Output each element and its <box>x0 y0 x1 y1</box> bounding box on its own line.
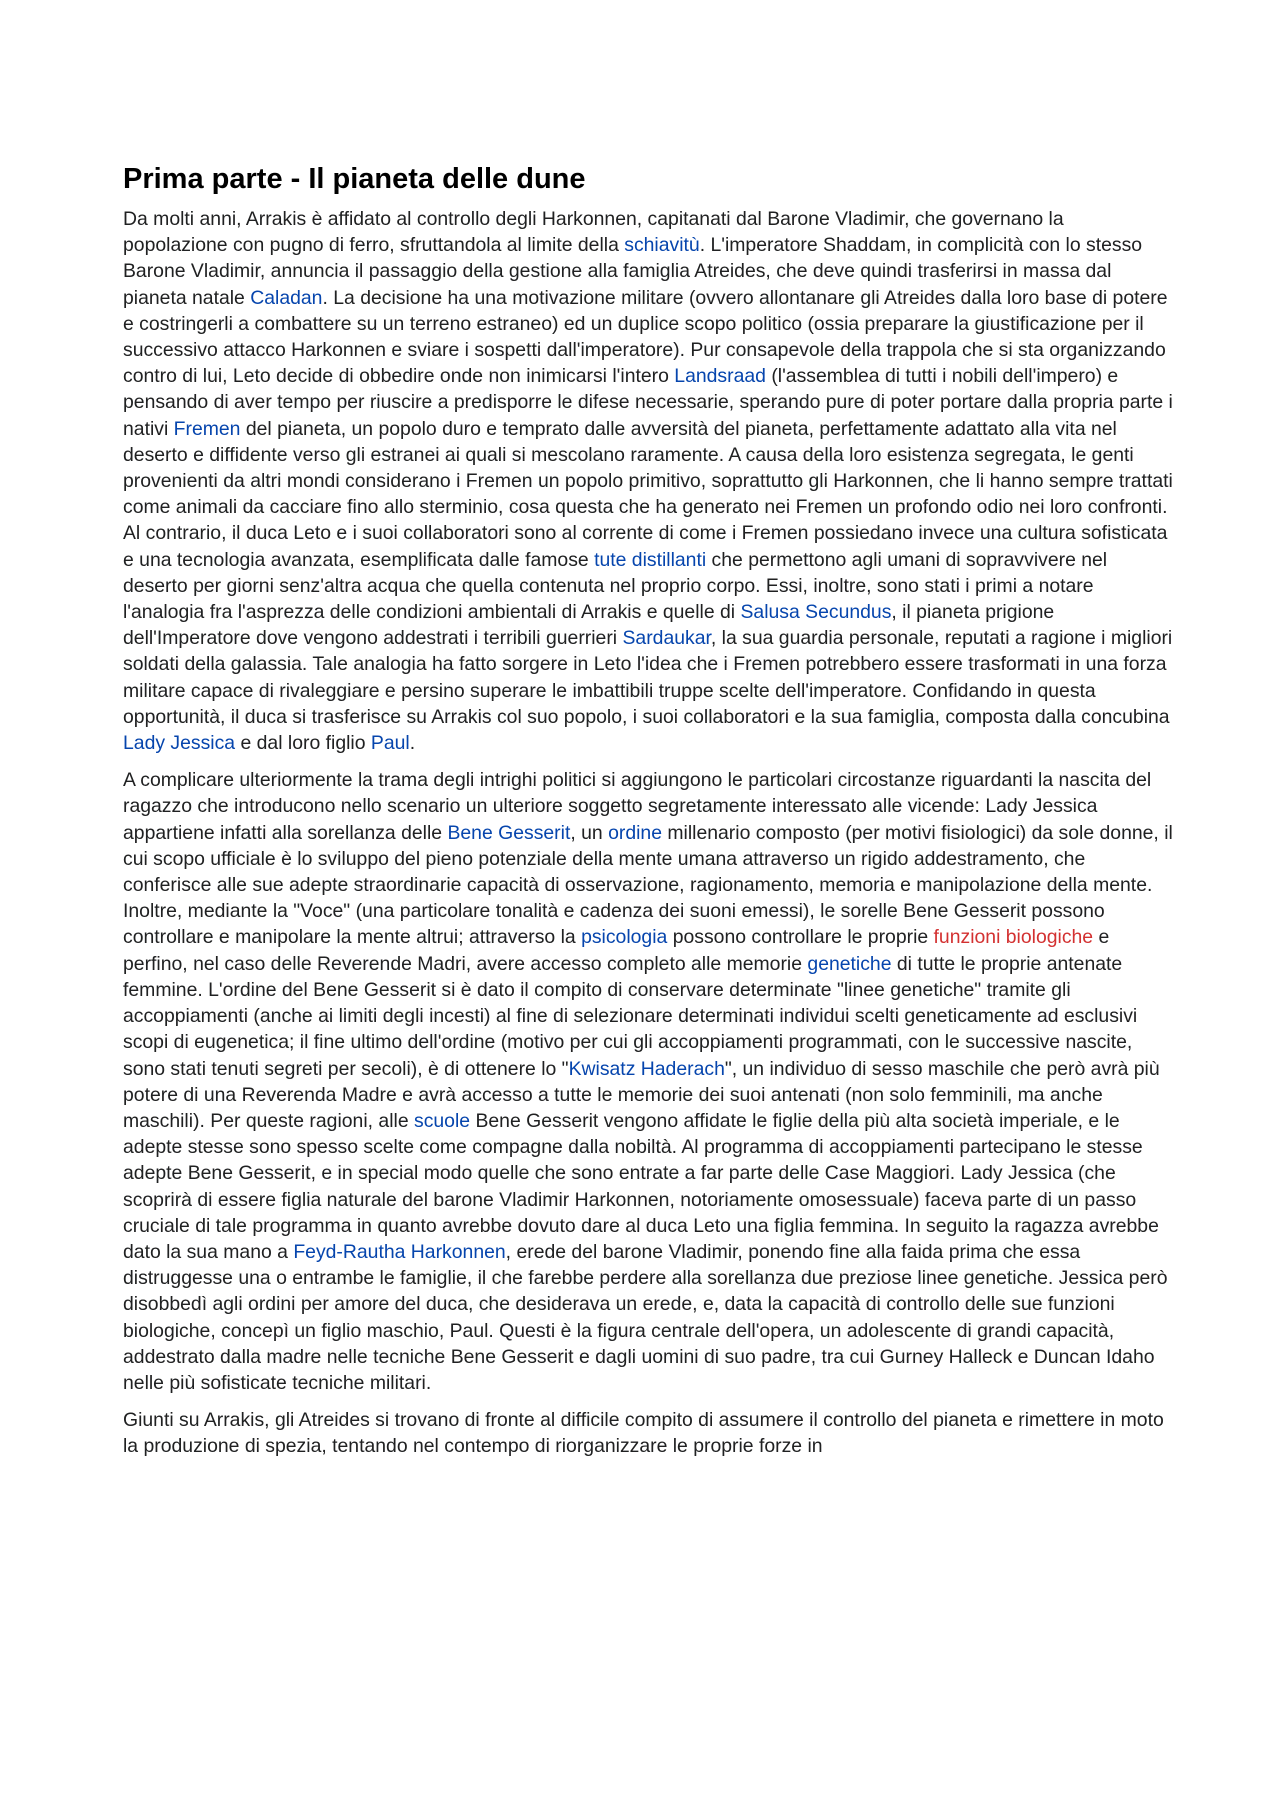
article-link[interactable]: funzioni biologiche <box>933 926 1094 949</box>
article-link[interactable]: schiavitù <box>624 234 700 257</box>
paragraph-text: Da molti anni, Arrakis è affidato al controllo degli Harkonnen, capitanati dal Barone Vladimir, che governano la popolazione con pugno di ferro, sfruttandola al limite della <box>123 208 1064 257</box>
paragraph-text: e dal loro figlio <box>235 732 371 755</box>
article-link[interactable]: Caladan <box>250 286 323 309</box>
article-link[interactable]: Feyd-Rautha Harkonnen <box>293 1240 506 1263</box>
paragraph-text: di tutte le proprie antenate femmine. L'ordine del Bene Gesserit si è dato il compito di conservare determinate "linee genetiche" tramite gli accoppiamenti (anche ai limiti degli incesti) al fine di selezionare determinati individui scelti geneticamente ad esclusivi scopi di eugenetica; il fine ultimo dell'ordine (motivo per cui gli accoppiamenti programmati, con le successive nascite, sono stati tenuti segreti per secoli), è di ottenere lo " <box>123 952 1138 1080</box>
article-link[interactable]: Lady Jessica <box>123 732 236 755</box>
paragraph <box>123 767 1173 1396</box>
article-link[interactable]: Kwisatz Haderach <box>568 1057 725 1080</box>
article-link[interactable]: tute distillanti <box>594 548 707 571</box>
paragraph-text: , la sua guardia personale, reputati a ragione i migliori soldati della galassia. Tale analogia ha fatto sorgere in Leto l'idea che i Fremen potrebbero essere trasformati in una forza militare capace di rivaleggiare e persino superare le imbattibili truppe scelte dell'imperatore. Confidando in questa opportunità, il duca si trasferisce su Arrakis col suo popolo, i suoi collaboratori e la sua famiglia, composta dalla concubina <box>123 627 1173 728</box>
paragraph-text: A complicare ulteriormente la trama degli intrighi politici si aggiungono le particolari circostanze riguardanti la nascita del ragazzo che introducono nello scenario un ulteriore soggetto segretamente interessato alle vicende: Lady Jessica appartiene infatti alla sorellanza delle <box>123 769 1152 844</box>
paragraph-text: del pianeta, un popolo duro e temprato dalle avversità del pianeta, perfettamente adattato alla vita nel deserto e diffidente verso gli estranei ai quali si mescolano raramente. A causa della loro esistenza segregata, le genti provenienti da altri mondi considerano i Fremen un popolo primitivo, soprattutto gli Harkonnen, che li hanno sempre trattati come animali da cacciare fino allo sterminio, cosa questa che ha generato nei Fremen un profondo odio nei loro confronti. Al contrario, il duca Leto e i suoi collaboratori sono al corrente di come i Fremen possiedano invece una cultura sofisticata e una tecnologia avanzata, esemplificata dalle famose <box>123 417 1173 571</box>
paragraph-text: Giunti su Arrakis, gli Atreides si trovano di fronte al difficile compito di assumere il controllo del pianeta e rimettere in moto la produzione di spezia, tentando nel contempo di riorganizzare le proprie forze in <box>123 1409 1164 1458</box>
paragraph <box>123 1407 1173 1459</box>
paragraph-text: e perfino, nel caso delle Reverende Madri, avere accesso completo alle memorie <box>123 926 1110 975</box>
article-body <box>123 206 1173 1460</box>
paragraph-text: Bene Gesserit vengono affidate le figlie della più alta società imperiale, e le adepte stesse sono spesso scelte come compagne dalla nobiltà. Al programma di accoppiamenti partecipano le stesse adepte Bene Gesserit, e in special modo quelle che sono entrate a far parte delle Case Maggiori. Lady Jessica (che scoprirà di essere figlia naturale del barone Vladimir Harkonnen, notoriamente omosessuale) faceva parte di un passo cruciale di tale programma in quanto avrebbe dovuto dare al duca Leto una figlia femmina. In seguito la ragazza avrebbe dato la sua mano a <box>123 1109 1159 1263</box>
article-link[interactable]: Bene Gesserit <box>447 821 571 844</box>
paragraph-text: , un <box>570 821 609 844</box>
section-title: Prima parte - Il pianeta delle dune <box>123 163 586 195</box>
paragraph-text: . La decisione ha una motivazione militare (ovvero allontanare gli Atreides dalla loro base di potere e costringerli a combattere su un terreno estraneo) ed un duplice scopo politico (ossia preparare la giustificazione per il successivo attacco Harkonnen e sviare i sospetti dall'imperatore). Pur consapevole della trappola che si sta organizzando contro di lui, Leto decide di obbedire onde non inimicarsi l'intero <box>123 286 1168 388</box>
article-link[interactable]: scuole <box>414 1109 471 1132</box>
article-link[interactable]: psicologia <box>581 926 668 949</box>
paragraph-text: , il pianeta prigione dell'Imperatore dove vengono addestrati i terribili guerrieri <box>123 601 1055 650</box>
paragraph-text: ", un individuo di sesso maschile che però avrà più potere di una Reverenda Madre e avrà accesso a tutte le memorie dei suoi antenati (non solo femminili, ma anche maschili). Per queste ragioni, alle <box>123 1057 1160 1132</box>
article-page <box>123 160 1173 1471</box>
paragraph-text: millenario composto (per motivi fisiologici) da sole donne, il cui scopo ufficiale è lo sviluppo del pieno potenziale della mente umana attraverso un rigido addestramento, che conferisce alle sue adepte straordinarie capacità di osservazione, ragionamento, memoria e manipolazione della mente. Inoltre, mediante la "Voce" (una particolare tonalità e cadenza dei suoni emessi), le sorelle Bene Gesserit possono controllare e manipolare la mente altrui; attraverso la <box>123 821 1173 949</box>
paragraph-text: , erede del barone Vladimir, ponendo fine alla faida prima che essa distruggesse una o entrambe le famiglie, il che farebbe perdere alla sorellanza due preziose linee genetiche. Jessica però disobbedì agli ordini per amore del duca, che desiderava un erede, e, data la capacità di controllo delle sue funzioni biologiche, concepì un figlio maschio, Paul. Questi è la figura centrale dell'opera, un adolescente di grandi capacità, addestrato dalla madre nelle tecniche Bene Gesserit e dagli uomini di suo padre, tra cui Gurney Halleck e Duncan Idaho nelle più sofisticate tecniche militari. <box>123 1240 1168 1394</box>
article-link[interactable]: Salusa Secundus <box>740 601 892 624</box>
article-link[interactable]: Fremen <box>173 417 241 440</box>
paragraph-text: . <box>409 732 416 755</box>
paragraph-text: possono controllare le proprie <box>667 926 934 949</box>
paragraph-text: (l'assemblea di tutti i nobili dell'impero) e pensando di aver tempo per riuscire a predisporre le difese necessarie, sperando pure di poter portare dalla propria parte i nativi <box>123 365 1173 440</box>
article-link[interactable]: Paul <box>370 732 410 755</box>
paragraph-text: . L'imperatore Shaddam, in complicità con lo stesso Barone Vladimir, annuncia il passaggio della gestione alla famiglia Atreides, che deve quindi trasferirsi in massa dal pianeta natale <box>123 234 1143 309</box>
article-link[interactable]: genetiche <box>807 952 892 975</box>
article-link[interactable]: ordine <box>608 821 662 844</box>
article-link[interactable]: Landsraad <box>674 365 766 388</box>
paragraph-text: che permettono agli umani di sopravvivere nel deserto per giorni senz'altra acqua che quella contenuta nel proprio corpo. Essi, inoltre, sono stati i primi a notare l'analogia fra l'asprezza delle condizioni ambientali di Arrakis e quelle di <box>123 548 1108 624</box>
article-link[interactable]: Sardaukar <box>622 627 711 650</box>
paragraph <box>123 206 1173 756</box>
